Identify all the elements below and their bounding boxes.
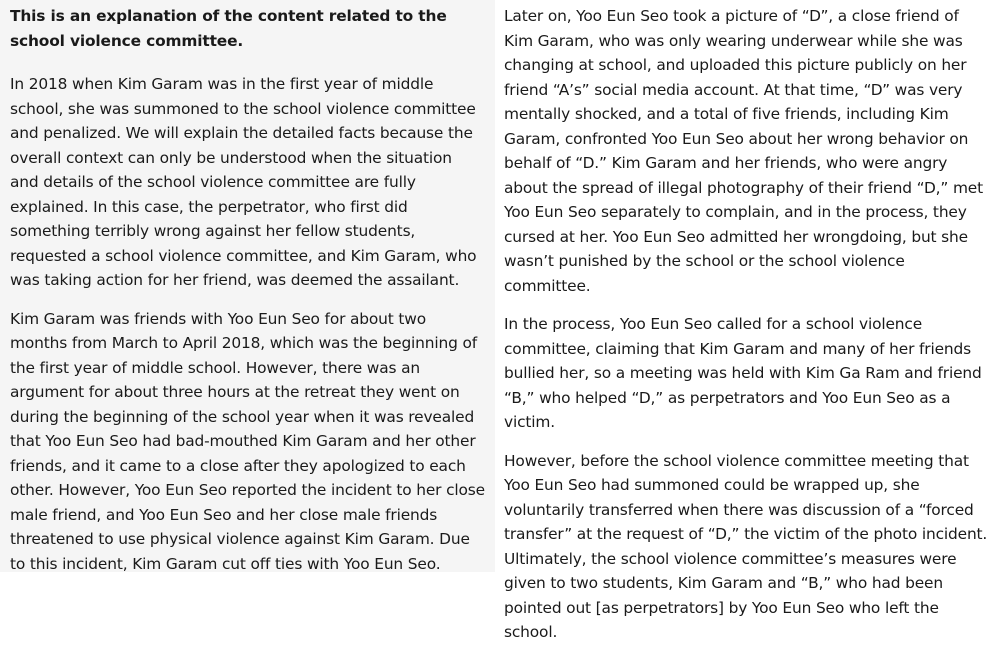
paragraph-2018-summons: In 2018 when Kim Garam was in the first year of middle school, she was summoned to the school violence committee and penalized. We will explain the detailed facts because the overall context can only be understood when the situation and details of the school violence committee are fully explained. In this case, the perpetrator, who first did something terribly wrong against her fellow students, requested a school violence committee, and Kim Garam, who was taking action for her friend, was deemed the assailant.: [10, 75, 477, 289]
right-column: [495, 0, 1000, 659]
paragraph-transfer-outcome: However, before the school violence committee meeting that Yoo Eun Seo had summoned could be wrapped up, she voluntarily transferred when there was discussion of a “forced transfer” at the request of “D,” the victim of the photo incident. Ultimately, the school violence committee’s measures were given to two students, Kim Garam and “B,” who had been pointed out [as perpetrators] by Yoo Eun Seo who left the school.: [504, 451, 988, 641]
paragraph-committee-request: In the process, Yoo Eun Seo called for a school violence committee, claiming that Kim Garam and many of her friends bullied her, so a meeting was held with Kim Ga Ram and friend “B,” who helped “D,” as perpetrators and Yoo Eun Seo as a victim.: [504, 315, 982, 431]
document-heading: This is an explanation of the content related to the school violence committee.: [10, 7, 447, 50]
paragraph-friendship-argument: Kim Garam was friends with Yoo Eun Seo for about two months from March to April 2018, which was the beginning of the first year of middle school. However, there was an argument for about three hours at the retreat they went on during the beginning of the school year when it was revealed that Yoo Eun Seo had bad-mouthed Kim Garam and her other friends, and it came to a close after they apologized to each other. However, Yoo Eun Seo reported the incident to her close male friend, and Yoo Eun Seo and her close male friends threatened to use physical violence against Kim Garam. Due to this incident, Kim Garam cut off ties with Yoo Eun Seo.: [10, 309, 485, 573]
paragraph-photo-incident: Later on, Yoo Eun Seo took a picture of “D”, a close friend of Kim Garam, who was only wearing underwear while she was changing at school, and uploaded this picture publicly on her friend “A’s” social media account. At that time, “D” was very mentally shocked, and a total of five friends, including Kim Garam, confronted Yoo Eun Seo about her wrong behavior on behalf of “D.” Kim Garam and her friends, who were angry about the spread of illegal photography of their friend “D,” met Yoo Eun Seo separately to complain, and in the process, they cursed at her. Yoo Eun Seo admitted her wrongdoing, but she wasn’t punished by the school or the school violence committee.: [504, 7, 984, 295]
left-column: [0, 0, 495, 572]
